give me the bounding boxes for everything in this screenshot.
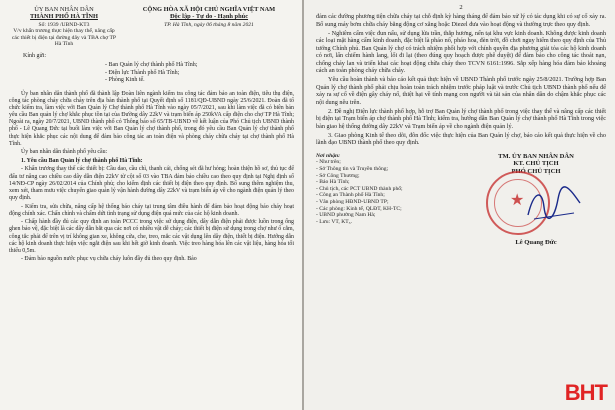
body-paragraph: - Nghiêm cấm việc đun nấu, sử dụng lửa trần, thắp hương, nến tại khu vực kinh doanh. Không được kinh doanh các loại mặt hàng cấm kinh doanh, đặc biệt là pháo nổ, pháo hoa, đèn trời, đồ chơi nguy hiểm theo quy định của Thủ tướng Chính phủ. Ban Quản lý chợ có trách nhiệm phối hợp với chính quyền địa phương giải tỏa các hộ kinh doanh có nơi, lấn chiếm hành lang, lối đi lại (theo đúng quy hoạch được phê duyệt) để đảm bảo cho công tác thoát nạn, chống cháy lan và triển khai các hoạt động chữa cháy theo TCVN 6161:1996. Sắp xếp hàng hóa đảm bảo khoảng cách an toàn phòng cháy chữa cháy. bbox=[316, 29, 606, 75]
signer-name: Lê Quang Đức bbox=[515, 238, 557, 246]
section-heading: 1. Yêu cầu Ban Quản lý chợ thành phố Hà Tĩnh: bbox=[21, 157, 143, 164]
recv-item: - Sở Thông tin và Truyền thông; bbox=[316, 166, 389, 173]
recv-item: - Như trên; bbox=[316, 159, 341, 166]
body-paragraph: - Kiểm tra, sửa chữa, nâng cấp hệ thống báo cháy tại trung tâm điều hành để đảm bảo hoạt động báo cháy hoạt động chính xác. Chấn chỉnh và chấm dứt tình trạng sử dụng điện quá mức của các hộ kinh doanh. bbox=[9, 203, 294, 217]
issuing-authority: ỦY BAN NHÂN DÂN THÀNH PHỐ HÀ TĨNH bbox=[30, 6, 98, 21]
recv-item: - Chủ tịch, các PCT UBND thành phố; bbox=[316, 185, 403, 192]
body-paragraph: - Khẩn trương thay thế các thiết bị: Cầu dao, cầu chì, thanh cái, chống sét đã hư hỏng; hoàn thiện hồ sơ, thủ tục để đấu tư nâng cao chiều cao dây dẫn điện 22kV từ cột số 03 vào TBA đảm bảo chiều cao theo quy định tại Nghị định số 14/NĐ-CP ngày 26/02/2014 của Chính phủ; cho kiểm định các thiết bị điện theo quy định. Bổ sung thêm nghiệm thu, xem xét, tham mưu việc chuyển giao quản lý vận hành đường dây 22kV và trạm biến áp về cho ngành điện quản lý theo quy định. bbox=[9, 166, 294, 202]
doc-meta bbox=[9, 22, 294, 48]
recv-item: - Văn phòng HĐND-UBND TP; bbox=[316, 199, 389, 206]
body-paragraph: - Chấp hành đầy đủ các quy định an toàn PCCC trong việc sử dụng điện, dây dẫn điện phải được luồn trong ống ghen bảo vệ, đặc biệt là các dây dẫn bắt qua các nơi có nhiều vật dễ cháy; các thiết bị điện sử dụng trong chợ như ổ cắm, công tắc phải để trên vị trí không gian xe, không cửa, che, treo, mắc các vật dụng lên dây điện, thiết bị điện. Hướng dẫn các hộ kinh doanh thực hiện việc ngắt điện sau khi hết giờ kinh doanh. Việc treo hàng hóa lên các vật liệu, hàng hóa tối thiểu 0,5m. bbox=[9, 219, 294, 254]
document-page-1 bbox=[0, 0, 302, 410]
page-number: 2 bbox=[459, 4, 463, 11]
page2-body bbox=[316, 13, 606, 147]
kinh-gui-label: Kính gửi: bbox=[23, 53, 47, 60]
official-seal-icon: ★ bbox=[486, 171, 550, 235]
recipient-item: - Ban Quản lý chợ thành phố Hà Tĩnh; bbox=[105, 62, 198, 69]
recv-item: - UBND phường Nam Hà; bbox=[316, 212, 376, 219]
doc-number: Số: 1939 /UBND-KT3 bbox=[38, 21, 90, 28]
doc-date: TP. Hà Tĩnh, ngày 06 tháng 8 năm 2021 bbox=[164, 21, 254, 28]
page1-header bbox=[9, 6, 294, 21]
signature-section bbox=[316, 152, 606, 246]
body-paragraph: 3. Giao phòng Kinh tế theo dõi, đôn đốc việc thực hiện của Ban Quản lý chợ, báo cáo kết quả thực hiện về cho lãnh đạo UBND thành phố theo quy định. bbox=[316, 131, 606, 147]
recipient-item: - Phòng Kinh tế. bbox=[105, 77, 145, 84]
page1-body bbox=[9, 91, 294, 264]
recv-item: - Sở Công Thương; bbox=[316, 172, 360, 179]
recipients-block bbox=[316, 153, 466, 226]
body-paragraph: Ủy ban nhân dân thành phố đã thành lập Đoàn liên ngành kiểm tra công tác đảm bảo an toàn điện, tiêu thụ điện, công tác phòng cháy chữa cháy trên địa bàn thành phố tại Quyết định số 1181/QĐ-UBND ngày 25/6/2021. Đoàn đã tổ chức kiểm tra, làm việc với Ban Quản lý Chợ thành phố Hà Tĩnh vào ngày 05/7/2021, sau khi làm việc đã có biên bản yêu cầu Ban quản lý chợ khắc phục tồn tại của Đường dây 22kV và trạm biến áp 250kVA cấp điện cho chợ TP Hà Tĩnh; Ngoài ra, ngày 20/7/2021, UBND thành phố có Thông báo số 65/TB-UBND về kết luận của Phó Chủ tịch UBND thành phố - Lê Quang Đức tại buổi làm việc với Ban Quản lý chợ thành phố, trong đó yêu cầu Ban Quản lý chợ thành phố thực hiện khắc phục các nội dung để đảm bảo công tác an toàn điện và phòng cháy chữa cháy tại chợ thành phố Hà Tĩnh. bbox=[9, 90, 294, 147]
recv-item: - Báo Hà Tĩnh; bbox=[316, 179, 350, 186]
bht-logo: BHT bbox=[564, 380, 607, 405]
doc-subject: V/v khẩn trương thực hiện thay thế, nâng cấp các thiết bị điện tại đường dây và TBA chợ TP Hà Tĩnh bbox=[11, 28, 117, 48]
recv-item: - Các phòng: Kinh tế, QLĐT, KH-TC; bbox=[316, 205, 402, 212]
recipient-list bbox=[105, 62, 294, 84]
recipient-item: - Điện lực Thành phố Hà Tĩnh; bbox=[105, 69, 180, 76]
signature-block: TM. ỦY BAN NHÂN DÂN KT. CHỦ TỊCH PHÓ CHỦ TỊCH ★ Lê Quang Đức bbox=[466, 153, 606, 226]
body-paragraph: đảm các đường phương tiện chữa cháy tại chỗ định kỳ hàng tháng để đảm bảo xử lý có tác dụng khi có sự cố xảy ra. Bố sung máy bơm chữa cháy bằng động cơ xăng hoặc Diezel đưa vào hoạt động và thường trực theo quy định. bbox=[316, 13, 606, 28]
body-paragraph: - Đảm bảo nguồn nước phục vụ chữa cháy luôn đầy đủ theo quy định. Bảo bbox=[21, 256, 197, 263]
body-paragraph: Yêu cầu hoàn thành và báo cáo kết quả thực hiện về UBND Thành phố trước ngày 25/8/2021. Trường hợp Ban Quản lý chợ thành phố phải chịu hoàn toàn trách nhiệm trước pháp luật và trước Chủ tịch UBND thành phố nếu để xảy ra sự cố về điện gây cháy nổ, thiệt hại về tính mạng con người và tài sản của nhân dân do chậm khắc phục các nội dung nêu trên. bbox=[316, 76, 606, 106]
national-motto: CỘNG HÒA XÃ HỘI CHỦ NGHĨA VIỆT NAM Độc lập - Tự do - Hạnh phúc bbox=[142, 6, 276, 21]
recv-item: - Công an Thành phố Hà Tĩnh; bbox=[316, 192, 385, 199]
body-paragraph: 2. Đề nghị Điện lực thành phố hợp, hỗ trợ Ban Quản lý chợ thành phố trong việc thay thế và nâng cấp các thiết bị điện tại Trạm biến áp chợ thành phố Hà Tĩnh; kiểm tra, hướng dẫn Ban Quản lý chợ thành phố Hà Tĩnh trong việc bàn giao hệ thống đường dây 22kV và Trạm biến áp về cho ngành điện quản lý. bbox=[316, 107, 606, 130]
recv-title: Nơi nhận: bbox=[316, 152, 340, 159]
body-paragraph: Ủy ban nhân dân thành phố yêu cầu: bbox=[21, 149, 108, 156]
handwritten-signature-icon bbox=[524, 185, 584, 225]
document-page-2 bbox=[304, 0, 615, 410]
recv-item: - Lưu: VT, KT₃. bbox=[316, 218, 353, 225]
